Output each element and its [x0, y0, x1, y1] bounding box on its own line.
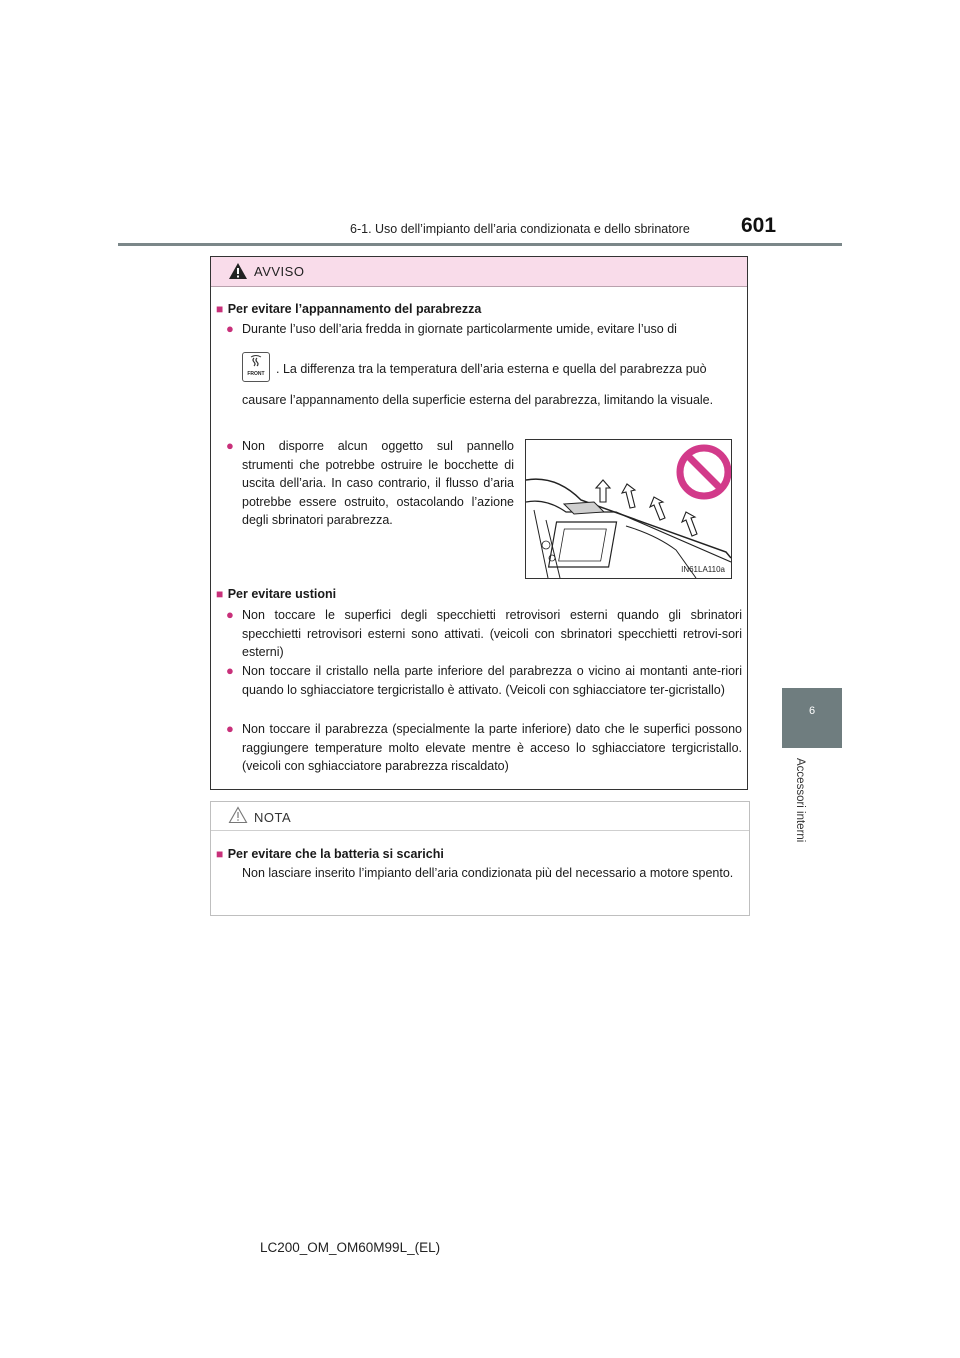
dot-bullet-icon: ● — [226, 607, 234, 622]
section-heading-text: Per evitare ustioni — [227, 587, 337, 601]
section-heading-text: Per evitare l’appannamento del parabrezza — [227, 302, 482, 316]
paragraph-line: Durante l’uso dell’aria fredda in giornate particolarmente umide, evitare l’uso di — [242, 322, 677, 336]
dot-bullet-icon: ● — [226, 438, 234, 453]
paragraph-line: . La differenza tra la temperatura dell’aria esterna e quella del parabrezza può — [276, 362, 707, 376]
document-code: LC200_OM_OM60M99L_(EL) — [260, 1240, 441, 1255]
square-bullet-icon: ■ — [216, 302, 224, 316]
figure-code: IN61LA110a — [681, 565, 725, 574]
header-rule — [118, 243, 842, 246]
paragraph: Non toccare le superfici degli specchietti retrovisori esterni quando gli sbrinatori specchietti retrovisori esterni sono attivati. (veicoli con sbrinatori specchietti retrovi-sori esterni) — [242, 608, 742, 659]
section-heading-burns — [216, 585, 336, 603]
warning-triangle-icon — [228, 262, 248, 280]
paragraph: causare l’appannamento della superficie esterna del parabrezza, limitando la visuale. — [242, 393, 714, 407]
note-title: NOTA — [254, 810, 292, 825]
dot-bullet-icon: ● — [226, 321, 234, 336]
front-button-label: FRONT — [247, 371, 265, 377]
chapter-tab — [782, 688, 842, 748]
square-bullet-icon: ■ — [216, 587, 224, 601]
dot-bullet-icon: ● — [226, 721, 234, 736]
section-title: 6-1. Uso dell’impianto dell’aria condizionata e dello sbrinatore — [350, 222, 690, 236]
dashboard-illustration — [525, 439, 732, 579]
note-divider — [211, 830, 749, 831]
front-defogger-button-icon — [242, 352, 270, 382]
section-heading-fog — [216, 300, 481, 318]
square-bullet-icon: ■ — [216, 847, 224, 861]
paragraph: Non toccare il parabrezza (specialmente la parte inferiore) dato che le superfici possono raggiungere temperature molto elevate mentre è acceso lo sghiacciatore tergicristallo. (veicoli con sghiacciatore parabrezza riscaldato) — [242, 722, 742, 773]
note-heading — [216, 845, 444, 863]
dashboard-airflow-illustration — [526, 440, 731, 578]
page-number: 601 — [741, 214, 777, 237]
paragraph: Non toccare il cristallo nella parte inferiore del parabrezza o vicino ai montanti ante-riori quando lo sghiacciatore tergicristallo è attivato. (Veicoli con sghiacciatore ter-gicristallo) — [242, 664, 742, 697]
chapter-number: 6 — [808, 705, 816, 717]
note-paragraph: Non lasciare inserito l’impianto dell’aria condizionata più del necessario a motore spento. — [242, 866, 734, 880]
dot-bullet-icon: ● — [226, 663, 234, 678]
note-triangle-icon — [228, 806, 248, 824]
warning-title: AVVISO — [254, 264, 305, 279]
paragraph: Non disporre alcun oggetto sul pannello strumenti che potrebbe ostruire le bocchette di uscita dell’aria. In caso contrario, il flusso d’aria potrebbe essere ostruito, ostacolando l’azione degli sbrinatori parabrezza. — [242, 439, 514, 527]
prohibited-icon — [680, 448, 728, 496]
note-heading-text: Per evitare che la batteria si scarichi — [227, 847, 444, 861]
chapter-label: Accessori interni — [794, 758, 806, 843]
